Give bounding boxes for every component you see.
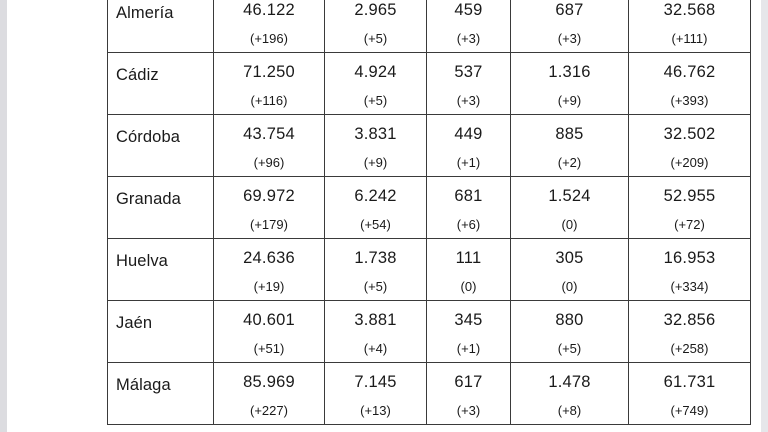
- cell-delta: (+1): [456, 155, 481, 170]
- data-cell-col-1: [214, 177, 325, 239]
- province-cell: [108, 177, 214, 239]
- data-cell-col-3: [427, 363, 511, 425]
- cell-value: 46.762: [663, 63, 716, 81]
- data-cell-col-2: [325, 363, 427, 425]
- cell-delta: (+179): [250, 217, 288, 232]
- cell-delta: (+96): [253, 155, 285, 170]
- data-cell-col-1: [214, 53, 325, 115]
- cell-delta: (+51): [253, 341, 285, 356]
- table-row: [108, 53, 751, 115]
- data-cell-col-3: [427, 115, 511, 177]
- cell-delta: (+5): [557, 341, 582, 356]
- cell-value: 46.122: [243, 1, 295, 19]
- cell-delta: (+9): [557, 93, 582, 108]
- cell-value: 85.969: [243, 373, 295, 391]
- province-cell: [108, 301, 214, 363]
- cell-delta: (+116): [250, 93, 288, 108]
- cell-delta: (+5): [363, 31, 388, 46]
- cell-delta: (+72): [674, 217, 705, 232]
- province-name: Almería: [116, 4, 174, 22]
- cell-delta: (+209): [670, 155, 709, 170]
- cell-delta: (0): [561, 217, 578, 232]
- cell-value: 6.242: [354, 187, 397, 205]
- data-cell-col-3: [427, 239, 511, 301]
- province-data-table: [107, 0, 751, 425]
- province-name: Málaga: [116, 376, 171, 394]
- data-cell-col-1: [214, 0, 325, 53]
- cell-delta: (+4): [363, 341, 388, 356]
- cell-value: 4.924: [354, 63, 397, 81]
- data-cell-col-3: [427, 177, 511, 239]
- province-cell: [108, 363, 214, 425]
- cell-value: 69.972: [243, 187, 295, 205]
- table-row: [108, 363, 751, 425]
- data-cell-col-1: [214, 239, 325, 301]
- data-cell-col-4: [511, 0, 629, 53]
- cell-delta: (0): [561, 279, 578, 294]
- table-row: [108, 177, 751, 239]
- province-cell: [108, 0, 214, 53]
- cell-value: 40.601: [243, 311, 295, 329]
- cell-delta: (+13): [360, 403, 391, 418]
- table-row: [108, 115, 751, 177]
- cell-delta: (+749): [670, 403, 709, 418]
- cell-delta: (+334): [670, 279, 709, 294]
- cell-delta: (+3): [456, 403, 481, 418]
- cell-delta: (+393): [670, 93, 709, 108]
- cell-value: 52.955: [663, 187, 716, 205]
- cell-value: 1.478: [548, 373, 591, 391]
- cell-value: 71.250: [243, 63, 295, 81]
- data-cell-col-2: [325, 301, 427, 363]
- cell-value: 43.754: [243, 125, 295, 143]
- cell-value: 305: [555, 249, 584, 267]
- cell-value: 617: [454, 373, 483, 391]
- cell-value: 1.524: [548, 187, 591, 205]
- data-cell-col-4: [511, 239, 629, 301]
- province-cell: [108, 53, 214, 115]
- cell-value: 32.856: [663, 311, 716, 329]
- data-cell-col-5: [629, 363, 751, 425]
- province-cell: [108, 239, 214, 301]
- province-name: Cádiz: [116, 66, 159, 84]
- cell-delta: (+8): [557, 403, 582, 418]
- data-cell-col-4: [511, 301, 629, 363]
- cell-value: 880: [555, 311, 584, 329]
- cell-delta: (+196): [250, 31, 288, 46]
- cell-delta: (0): [460, 279, 477, 294]
- data-cell-col-1: [214, 363, 325, 425]
- data-cell-col-3: [427, 53, 511, 115]
- cell-value: 687: [555, 1, 584, 19]
- cell-value: 7.145: [354, 373, 397, 391]
- data-cell-col-2: [325, 53, 427, 115]
- cell-delta: (+5): [363, 279, 388, 294]
- cell-delta: (+9): [363, 155, 388, 170]
- province-cell: [108, 115, 214, 177]
- province-name: Córdoba: [116, 128, 180, 146]
- cell-value: 2.965: [354, 1, 397, 19]
- cell-value: 449: [454, 125, 483, 143]
- cell-value: 681: [454, 187, 483, 205]
- cell-delta: (+3): [557, 31, 582, 46]
- data-cell-col-2: [325, 177, 427, 239]
- table-row: [108, 301, 751, 363]
- data-cell-col-5: [629, 239, 751, 301]
- cell-value: 537: [454, 63, 483, 81]
- cell-delta: (+1): [456, 341, 481, 356]
- data-cell-col-1: [214, 301, 325, 363]
- data-cell-col-4: [511, 53, 629, 115]
- cell-value: 111: [455, 249, 482, 267]
- cell-value: 3.881: [354, 311, 397, 329]
- table-row: [108, 0, 751, 53]
- cell-value: 32.568: [663, 1, 716, 19]
- data-cell-col-3: [427, 301, 511, 363]
- cell-delta: (+6): [456, 217, 481, 232]
- left-screen-edge: [0, 0, 7, 432]
- cell-value: 885: [555, 125, 584, 143]
- data-cell-col-5: [629, 177, 751, 239]
- right-screen-edge: [761, 0, 768, 432]
- cell-value: 16.953: [663, 249, 716, 267]
- data-cell-col-1: [214, 115, 325, 177]
- cell-delta: (+19): [253, 279, 285, 294]
- cell-value: 32.502: [663, 125, 716, 143]
- data-cell-col-2: [325, 239, 427, 301]
- data-cell-col-5: [629, 115, 751, 177]
- cell-delta: (+3): [456, 93, 481, 108]
- cell-delta: (+258): [670, 341, 709, 356]
- data-cell-col-5: [629, 301, 751, 363]
- cell-delta: (+5): [363, 93, 388, 108]
- cell-value: 1.316: [548, 63, 591, 81]
- data-cell-col-4: [511, 363, 629, 425]
- cell-value: 345: [454, 311, 483, 329]
- table-row: [108, 239, 751, 301]
- data-cell-col-3: [427, 0, 511, 53]
- cell-delta: (+111): [671, 31, 708, 46]
- province-name: Granada: [116, 190, 181, 208]
- cell-value: 459: [454, 1, 483, 19]
- cell-value: 24.636: [243, 249, 295, 267]
- cell-value: 61.731: [663, 373, 716, 391]
- table-body: [108, 0, 751, 425]
- cell-value: 3.831: [354, 125, 397, 143]
- data-cell-col-5: [629, 0, 751, 53]
- cell-value: 1.738: [354, 249, 397, 267]
- province-name: Jaén: [116, 314, 153, 332]
- province-name: Huelva: [116, 252, 168, 270]
- data-cell-col-4: [511, 177, 629, 239]
- data-cell-col-5: [629, 53, 751, 115]
- data-cell-col-2: [325, 115, 427, 177]
- data-cell-col-4: [511, 115, 629, 177]
- cell-delta: (+3): [456, 31, 481, 46]
- cell-delta: (+227): [250, 403, 288, 418]
- cell-delta: (+54): [360, 217, 391, 232]
- data-cell-col-2: [325, 0, 427, 53]
- cell-delta: (+2): [557, 155, 582, 170]
